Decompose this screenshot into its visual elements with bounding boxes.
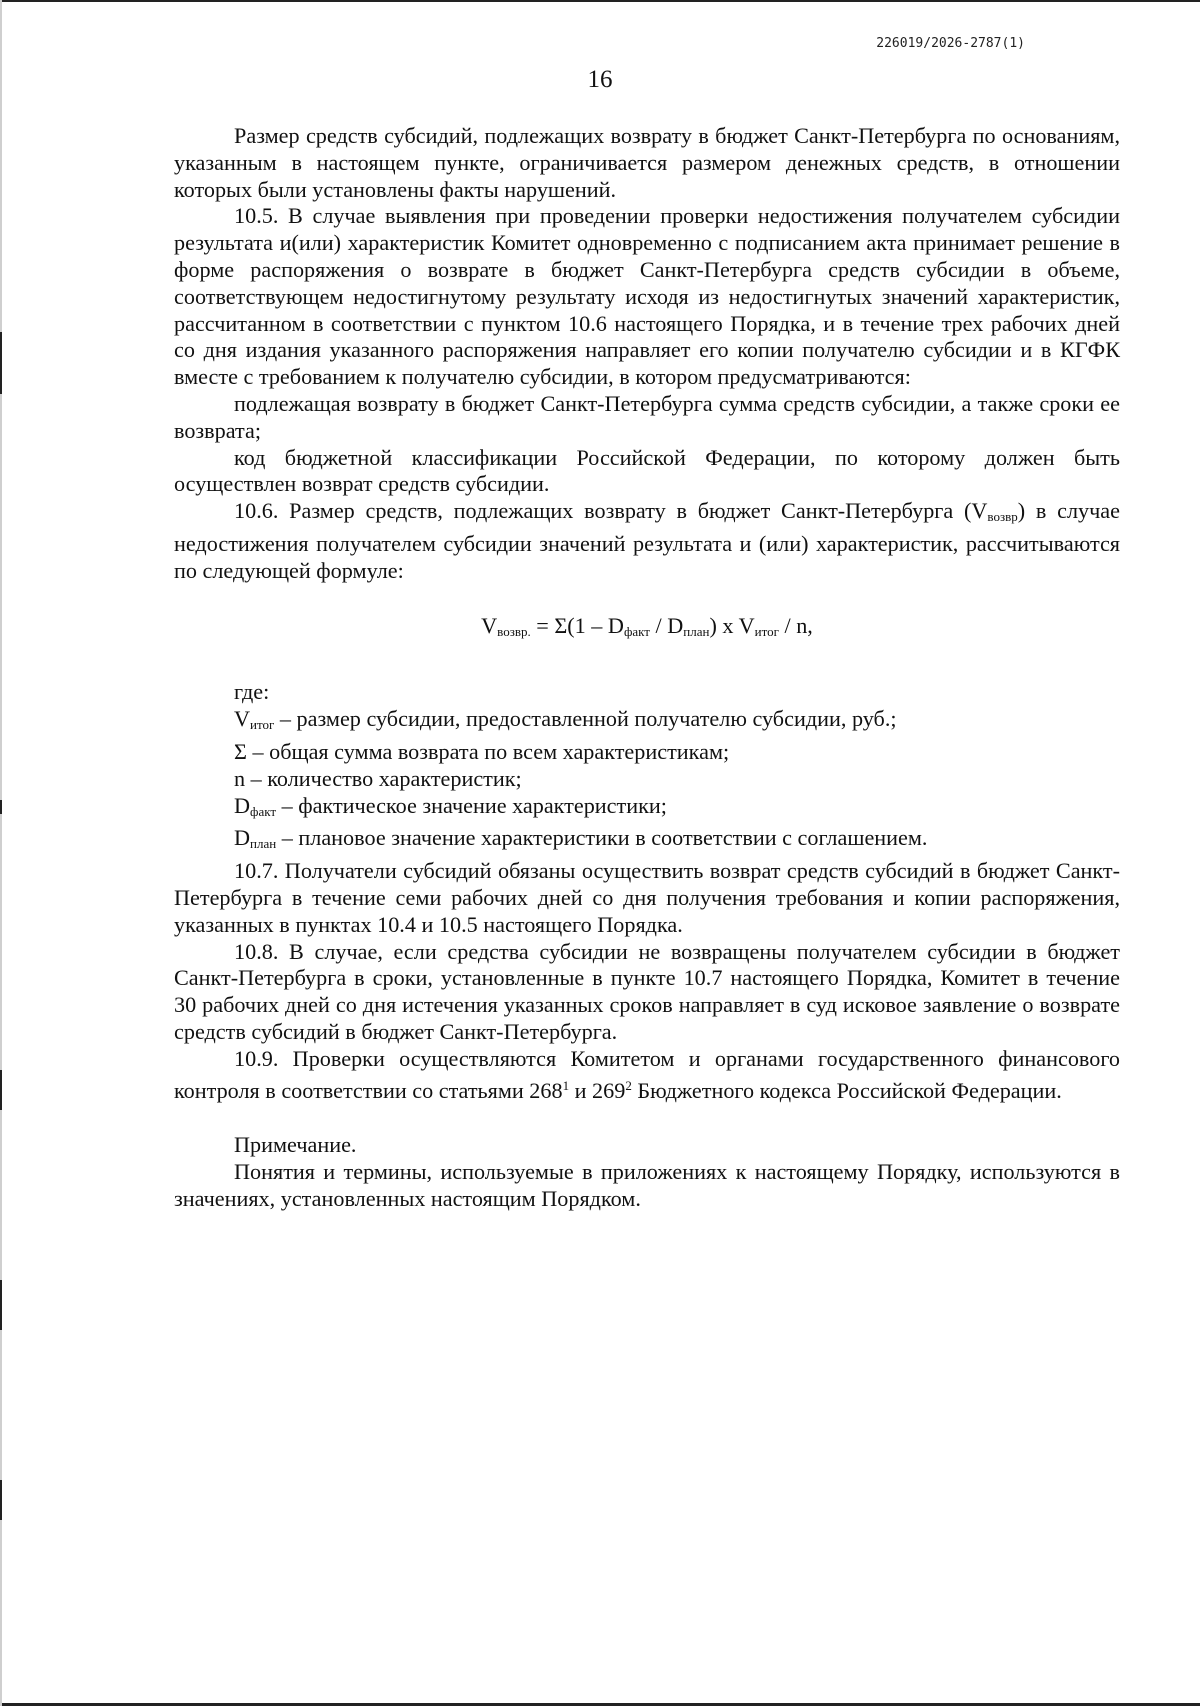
paragraph: Размер средств субсидий, подлежащих возврату в бюджет Санкт-Петербурга по основаниям, указанным в настоящем пункте, ограничивается размером денежных средств, в отношении которых были установлены факты нарушений. (174, 123, 1120, 202)
scan-edge-left (0, 0, 2, 1706)
paragraph-10-5: 10.5. В случае выявления при проведении проверки недостижения получателем субсидии результата и(или) характеристик Комитет одновременно с подписанием акта принимает решение в форме распоряжения о возврате в бюджет Санкт-Петербурга средств субсидии в объеме, соответствующем недостигнутому результату исходя из недостигнутых значений характеристик, рассчитанном в соответствии с пунктом 10.6 настоящего Порядка, и в течение трех рабочих дней со дня издания указанного распоряжения направляет его копии получателю субсидии и в КГФК вместе с требованием к получателю субсидии, в котором предусматриваются: (174, 203, 1120, 390)
page-number: 16 (587, 66, 613, 93)
scan-edge-top (0, 0, 1200, 2)
document-id: 226019/2026-2787(1) (876, 36, 1025, 51)
definition: Σ – общая сумма возврата по всем характеристикам; (234, 738, 730, 764)
definition: $D_{план}$ – плановое значение характеристики в соответствии с соглашением. (234, 825, 928, 852)
scan-mark (0, 1480, 2, 1520)
scan-mark (0, 1280, 2, 1330)
paragraph-10-7: 10.7. Получатели субсидий обязаны осуществить возврат средств субсидий в бюджет Санкт-Петербурга в течение семи рабочих дней со дня получения требования и копии распоряжения, указанных в пунктах 10.4 и 10.5 настоящего Порядка. (174, 858, 1120, 937)
paragraph-10-9: 10.9. Проверки осуществляются Комитетом и органами государственного финансового контроля в соответствии со статьями $268^1$ и $269^2$ Бюджетного кодекса Российской Федерации. (174, 1045, 1120, 1103)
paragraph-10-6: 10.6. Размер средств, подлежащих возврату в бюджет Санкт-Петербурга $(V_{возвр})$ в случае недостижения получателем субсидии значений результата и (или) характеристик, рассчитываются по следующей формуле: (174, 498, 1121, 583)
scan-mark (0, 800, 2, 814)
note-heading: Примечание. (234, 1132, 357, 1158)
formula: $V_{возвр.} = \Sigma(1 - D_{факт} / D_{план})$ x $V_{итог}$ / n, (481, 612, 813, 639)
scan-mark (0, 1070, 2, 1110)
definitions-intro: где: (234, 679, 270, 705)
paragraph: код бюджетной классификации Российской Федерации, по которому должен быть осуществлен возврат средств субсидии. (174, 444, 1120, 497)
definition: $V_{итог}$ – размер субсидии, предоставленной получателю субсидии, руб.; (234, 706, 897, 733)
note-text: Понятия и термины, используемые в приложениях к настоящему Порядку, используются в значениях, установленных настоящим Порядком. (174, 1159, 1120, 1211)
scan-mark (0, 332, 2, 394)
document-body (174, 123, 1120, 1213)
paragraph: подлежащая возврату в бюджет Санкт-Петербурга сумма средств субсидии, а также сроки ее возврата; (174, 390, 1120, 443)
definition: n – количество характеристик; (234, 765, 522, 791)
definition: $D_{факт}$ – фактическое значение характеристики; (234, 792, 667, 819)
spacer (174, 1104, 1120, 1132)
paragraph-10-8: 10.8. В случае, если средства субсидии не возвращены получателем субсидии в бюджет Санкт-Петербурга в сроки, установленные в пункте 10.7 настоящего Порядка, Комитет в течение 30 рабочих дней со дня истечения указанных сроков направляет в суд исковое заявление о возврате средств субсидий в бюджет Санкт-Петербурга. (174, 938, 1120, 1044)
